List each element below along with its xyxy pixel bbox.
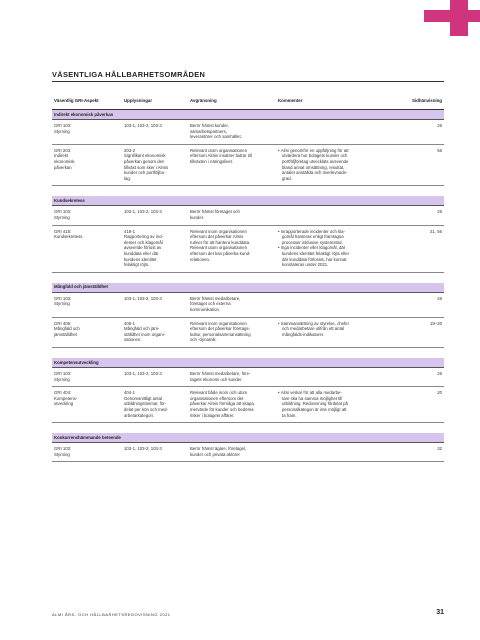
cell-line: påverkan	[54, 164, 72, 170]
comment-line: utvärdera hur bolagets kunder och	[282, 153, 348, 159]
cell-line: lag.	[124, 175, 131, 181]
cell-line: Genomsnittligt antal	[124, 395, 162, 401]
table-row	[52, 318, 444, 348]
cell-line: GRI 404:	[54, 390, 72, 396]
cell-line: GRI 103:	[54, 295, 72, 301]
cell-line: ställdhet inom organi-	[124, 331, 166, 337]
table-row	[52, 145, 444, 187]
disclosures-cell	[124, 371, 182, 377]
page-reference: 26	[437, 295, 442, 301]
cell-line: GRI 103:	[54, 209, 72, 215]
boundary-cell	[190, 209, 266, 220]
cell-line: Styrning	[54, 214, 70, 220]
cell-line: Styrning	[54, 301, 70, 307]
cell-line: Styrning	[54, 376, 70, 382]
disclosures-cell	[124, 209, 182, 215]
cell-line: Berör främst ägare, företaget,	[190, 446, 247, 452]
cell-line: felaktigt röjts.	[124, 262, 150, 268]
cell-line: ekonomisk	[54, 158, 75, 164]
cell-line: leverantörer och samhället.	[190, 134, 242, 140]
comment-line: • Inrapporterade incidenter och kla-	[278, 229, 382, 235]
cell-line: Styrning	[54, 451, 70, 457]
boundary-cell	[190, 229, 266, 263]
boundary-cell	[190, 446, 266, 457]
section-header	[52, 358, 444, 368]
cell-line: utbildningstimmar, för-	[124, 401, 167, 407]
comment-line: processer inklusive systemstöd.	[282, 239, 343, 245]
cell-line: Berör främst medarbetare,	[190, 295, 241, 301]
page-reference: 26	[437, 370, 442, 376]
cell-line: risker i bolagets affärer.	[190, 412, 235, 418]
section-header	[52, 110, 444, 120]
cell-line: tillväxt som sker i Almis	[124, 164, 169, 170]
page-reference: 26	[437, 123, 442, 128]
cell-line: 103-1, 103-2, 103-3	[124, 446, 162, 452]
comment-line: utbildning. Redovisning fördelat på	[282, 401, 348, 407]
aspect-cell	[54, 390, 110, 407]
comments-cell	[278, 321, 382, 338]
cell-line: kundens identitet	[124, 256, 157, 262]
boundary-cell	[190, 148, 266, 165]
table-header	[52, 96, 444, 110]
cell-line: kunder och portföljbo-	[124, 170, 166, 176]
cell-line: Kundsekretess	[54, 234, 83, 240]
boundary-cell	[190, 321, 266, 343]
cell-line: kunddata eller där	[124, 250, 159, 256]
cell-line: Signifikant ekonomisk	[124, 153, 166, 159]
cell-line: påverkar Almis förmåga att skapa	[190, 401, 254, 407]
cell-line: Rapportering av inci-	[124, 234, 164, 240]
cell-line: Relevant både inom och utom	[190, 390, 248, 396]
column-header-page-reference: Sidhänvisning	[411, 98, 442, 103]
cell-line: sationen.	[124, 337, 142, 343]
cell-line: 203-2	[124, 147, 135, 153]
page-number: 31	[436, 609, 444, 616]
table-row	[52, 226, 444, 273]
gri-table	[52, 96, 444, 462]
aspect-cell	[54, 321, 110, 338]
disclosures-cell	[124, 321, 182, 343]
section-title: Indirekt ekonomisk påverkan	[54, 111, 114, 117]
page-reference: 20	[437, 390, 442, 396]
title-divider	[52, 81, 444, 82]
cell-line: eftersom det påverkar Almis	[190, 234, 244, 240]
cell-line: Relevant inom organisationen	[190, 320, 247, 326]
cell-line: Mångfald och	[54, 326, 80, 332]
comment-line: portföljföretag utvecklats avseende	[282, 158, 349, 164]
cell-line: tillväxten i näringslivet.	[190, 158, 233, 164]
disclosures-cell	[124, 296, 182, 302]
cell-line: kunder.	[190, 214, 205, 220]
cell-line: GRI 405:	[54, 320, 72, 326]
comment-line: bland annat omsättning, resultat,	[282, 164, 345, 170]
cell-line: 418-1	[124, 228, 135, 234]
aspect-cell	[54, 209, 110, 220]
cell-line: mervärde för kunder och bedöma	[190, 406, 254, 412]
cell-line: rutiner för att hantera kunddata.	[190, 239, 251, 245]
cell-line: 405-1	[124, 320, 135, 326]
disclosures-cell	[124, 390, 182, 418]
disclosures-cell	[124, 446, 182, 452]
comment-line: • Inga incidenter eller klagomål, där	[278, 245, 382, 251]
boundary-cell	[190, 371, 266, 382]
page-reference: 26	[437, 209, 442, 215]
section-title: Konkurrenshämmande beteende	[54, 434, 121, 440]
aspect-cell	[54, 148, 110, 170]
cell-line: GRI 103:	[54, 370, 72, 376]
cell-line: 103-1, 103-2, 103-3	[124, 295, 162, 301]
comment-line: kundens identitet felaktigt röjts eller	[282, 250, 350, 256]
page-reference: 32	[437, 446, 442, 452]
section-header	[52, 196, 444, 206]
comment-line: konstateras under 2021.	[282, 262, 329, 268]
page-reference: 56	[437, 147, 442, 153]
comment-line: personalkategori är inte möjligt att	[282, 406, 347, 412]
aspect-cell	[54, 229, 110, 240]
section-title: Kundsekretess	[54, 197, 85, 203]
aspect-cell	[54, 123, 110, 134]
cell-line: eftersom det påverkar företags-	[190, 326, 250, 332]
cell-line: Berör främst medarbetare, före-	[190, 370, 251, 376]
cell-line: relationen.	[190, 256, 211, 262]
cell-line: företaget och externa	[190, 301, 231, 307]
boundary-cell	[190, 123, 266, 140]
comments-cell	[278, 390, 382, 418]
cell-line: och -dynamik.	[190, 337, 217, 343]
footer-text: ALMI ÅRS- OCH HÅLLBARHETSREDOVISNING 2021	[52, 612, 171, 617]
cell-line: Kompetens-	[54, 395, 78, 401]
cell-line: 404-1	[124, 390, 135, 396]
section-title: Mångfald och jämställdhet	[54, 284, 108, 290]
section-header	[52, 283, 444, 293]
cell-line: Indirekt	[54, 153, 69, 159]
cell-line: arbetarkategori.	[124, 412, 155, 418]
table-body	[52, 110, 444, 462]
comment-line: där kunddata förlorats, har kunnat	[282, 256, 347, 262]
cell-line: Berör främst kunder,	[190, 123, 229, 128]
cell-line: 103-1, 103-2, 103-3	[124, 123, 162, 128]
comments-cell	[278, 229, 382, 268]
comment-line: tare ska ha samma möjlighet till	[282, 395, 343, 401]
page-reference: 21, 56	[430, 228, 442, 234]
comment-line: mångfalds-indikatorer.	[282, 331, 325, 337]
aspect-cell	[54, 446, 110, 457]
boundary-cell	[190, 390, 266, 418]
cell-line: organisationen eftersom det	[190, 395, 244, 401]
aspect-cell	[54, 371, 110, 382]
cell-line: Relevant utom organisationen	[190, 147, 248, 153]
table-row	[52, 387, 444, 423]
cell-line: kommunikation.	[190, 306, 221, 312]
cell-line: avseende förlust av	[124, 245, 162, 251]
cell-line: kunder och privata aktörer	[190, 451, 240, 457]
table-row	[52, 443, 444, 462]
cell-line: Berör främst företaget och	[190, 209, 240, 215]
comment-line: grad.	[282, 175, 292, 181]
comment-line: och medarbetare utifrån ett antal	[282, 326, 345, 332]
disclosures-cell	[124, 229, 182, 268]
column-header-comments: Kommenter	[278, 98, 303, 103]
comment-line: gomål hanteras enligt framtagna	[282, 234, 344, 240]
cell-line: GRI 103:	[54, 446, 72, 452]
cell-line: utveckling	[54, 401, 74, 407]
comment-line: • Almi verkar för att alla medarbe-	[278, 390, 382, 396]
section-header	[52, 433, 444, 443]
page-title: VÄSENTLIGA HÅLLBARHETSOMRÅDEN	[52, 70, 206, 79]
cell-line: Relevant utom organisationen	[190, 245, 248, 251]
aspect-cell	[54, 296, 110, 307]
cell-line: denter och klagomål	[124, 239, 163, 245]
cell-line: 103-1, 103-2, 103-3	[124, 209, 162, 215]
cell-line: tagets ekonomi och kunder.	[190, 376, 243, 382]
comments-cell	[278, 148, 382, 182]
cell-line: jämställdhet	[54, 331, 77, 337]
disclosures-cell	[124, 123, 182, 129]
section-title: Kompetensutveckling	[54, 359, 99, 365]
cell-line: Mångfald och jäm-	[124, 326, 160, 332]
cell-line: 103-1, 103-2, 103-3	[124, 370, 162, 376]
cell-line: delat per kön och med-	[124, 406, 168, 412]
cell-line: GRI 203:	[54, 147, 72, 153]
comment-line: ta fram.	[282, 412, 297, 418]
comment-line: antalet anställda och överlevnads-	[282, 170, 348, 176]
cell-line: GRI 103:	[54, 123, 72, 128]
column-header-aspect: Väsentlig GRI-Aspekt	[54, 98, 99, 103]
disclosures-cell	[124, 148, 182, 182]
cell-line: samarbetspartners,	[190, 128, 228, 134]
cell-line: Relevant inom organisationen	[190, 228, 247, 234]
column-header-disclosures: Upplysningar	[124, 98, 153, 103]
cell-line: påverkan genom den	[124, 158, 165, 164]
plus-cross-logo	[424, 0, 480, 38]
cell-line: Styrning	[54, 128, 70, 134]
comment-line: • Almi genomför en uppföljning för att	[278, 148, 382, 154]
cell-line: kultur, personalsammansättning	[190, 331, 251, 337]
column-header-boundary: Avgränsning	[190, 98, 217, 103]
cell-line: GRI 418:	[54, 228, 72, 234]
table-row	[52, 368, 444, 387]
comment-line: • Sammansättning av styrelse, chefer	[278, 321, 382, 327]
table-row	[52, 120, 444, 145]
cell-line: eftersom det kan påverka kund-	[190, 250, 251, 256]
cell-line: eftersom Almis insatser bidrar till	[190, 153, 252, 159]
page-reference: 19–20	[430, 320, 442, 326]
table-row	[52, 293, 444, 318]
table-row	[52, 206, 444, 225]
boundary-cell	[190, 296, 266, 313]
